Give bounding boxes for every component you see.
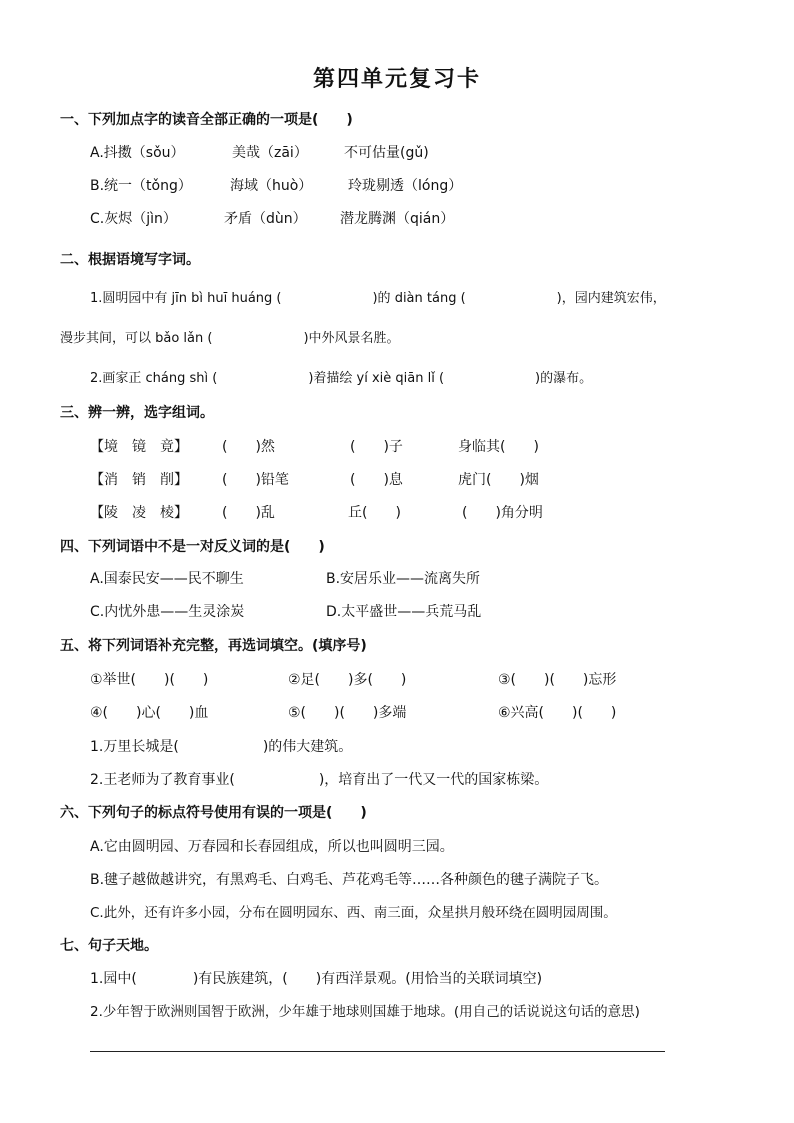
q4-option-c: C.内忧外患——生灵涂炭 <box>90 604 245 620</box>
q3-row2-word1: ( )铅笔 <box>222 472 289 488</box>
q5-idiom-3: ③( )( )忘形 <box>498 672 617 688</box>
q5-idiom-2: ②足( )多( ) <box>288 672 407 688</box>
q3-row3-word2: 丘( ) <box>348 505 401 521</box>
q1-option-b-part3: 玲珑剔透（lóng） <box>348 178 463 194</box>
q4-heading: 四、下列词语中不是一对反义词的是( ) <box>60 539 325 555</box>
q1-option-b-part2: 海域（huò） <box>230 178 313 194</box>
q4-option-b: B.安居乐业——流离失所 <box>326 571 481 587</box>
q4-option-d: D.太平盛世——兵荒马乱 <box>326 604 482 620</box>
q3-row3-word3: ( )角分明 <box>462 505 543 521</box>
q3-row1-word3: 身临其( ) <box>458 439 539 455</box>
q2-line-3: 2.画家正 cháng shì ( )着描绘 yí xiè qiān lǐ ( )的瀑布。 <box>90 371 593 386</box>
q3-row1-chars: 【境 镜 竟】 <box>90 439 188 455</box>
q1-option-c-part3: 潜龙腾渊（qián） <box>340 211 455 227</box>
q2-line-2: 漫步其间，可以 bǎo lǎn ( )中外风景名胜。 <box>60 331 400 346</box>
q2-heading: 二、根据语境写字词。 <box>60 252 200 268</box>
q4-option-a: A.国泰民安——民不聊生 <box>90 571 244 587</box>
q6-heading: 六、下列句子的标点符号使用有误的一项是( ) <box>60 805 367 821</box>
q1-option-a-part2: 美哉（zāi） <box>232 145 308 161</box>
q3-row2-word2: ( )息 <box>350 472 403 488</box>
q7-sentence-2: 2.少年智于欧洲则国智于欧洲，少年雄于地球则国雄于地球。(用自己的话说说这句话的意思) <box>90 1004 640 1020</box>
q1-option-c-part1: C.灰烬（jìn） <box>90 211 177 227</box>
q7-sentence-1: 1.园中( )有民族建筑，( )有西洋景观。(用恰当的关联词填空) <box>90 971 543 987</box>
q1-option-b-part1: B.统一（tǒng） <box>90 178 192 194</box>
q3-row2-word3: 虎门( )烟 <box>458 472 539 488</box>
q1-option-c-part2: 矛盾（dùn） <box>224 211 307 227</box>
q3-row2-chars: 【消 销 削】 <box>90 472 188 488</box>
q5-sentence-1: 1.万里长城是( )的伟大建筑。 <box>90 739 353 755</box>
page-title: 第四单元复习卡 <box>312 66 481 92</box>
q5-idiom-1: ①举世( )( ) <box>90 672 209 688</box>
q3-row3-chars: 【陵 凌 棱】 <box>90 505 188 521</box>
q3-heading: 三、辨一辨，选字组词。 <box>60 405 214 421</box>
q1-heading: 一、下列加点字的读音全部正确的一项是( ) <box>60 112 353 128</box>
q3-row1-word2: ( )子 <box>350 439 403 455</box>
q5-idiom-4: ④( )心( )血 <box>90 705 209 721</box>
q6-option-b: B.毽子越做越讲究，有黑鸡毛、白鸡毛、芦花鸡毛等……各种颜色的毽子满院子飞。 <box>90 872 609 888</box>
q6-option-a: A.它由圆明园、万春园和长春园组成，所以也叫圆明三园。 <box>90 839 454 855</box>
answer-line[interactable] <box>90 1051 665 1052</box>
q5-heading: 五、将下列词语补充完整，再选词填空。(填序号) <box>60 638 367 654</box>
q5-idiom-5: ⑤( )( )多端 <box>288 705 407 721</box>
q1-option-a-part1: A.抖擞（sǒu） <box>90 145 185 161</box>
q3-row1-word1: ( )然 <box>222 439 275 455</box>
q7-heading: 七、句子天地。 <box>60 938 158 954</box>
q5-sentence-2: 2.王老师为了教育事业( )，培育出了一代又一代的国家栋梁。 <box>90 772 549 788</box>
q2-line-1: 1.圆明园中有 jīn bì huī huáng ( )的 diàn táng ( )，园内建筑宏伟， <box>90 291 666 306</box>
q3-row3-word1: ( )乱 <box>222 505 275 521</box>
q1-option-a-part3: 不可估量(gǔ) <box>344 145 429 161</box>
q6-option-c: C.此外，还有许多小园，分布在圆明园东、西、南三面，众星拱月般环绕在圆明园周围。 <box>90 905 617 921</box>
q5-idiom-6: ⑥兴高( )( ) <box>498 705 617 721</box>
